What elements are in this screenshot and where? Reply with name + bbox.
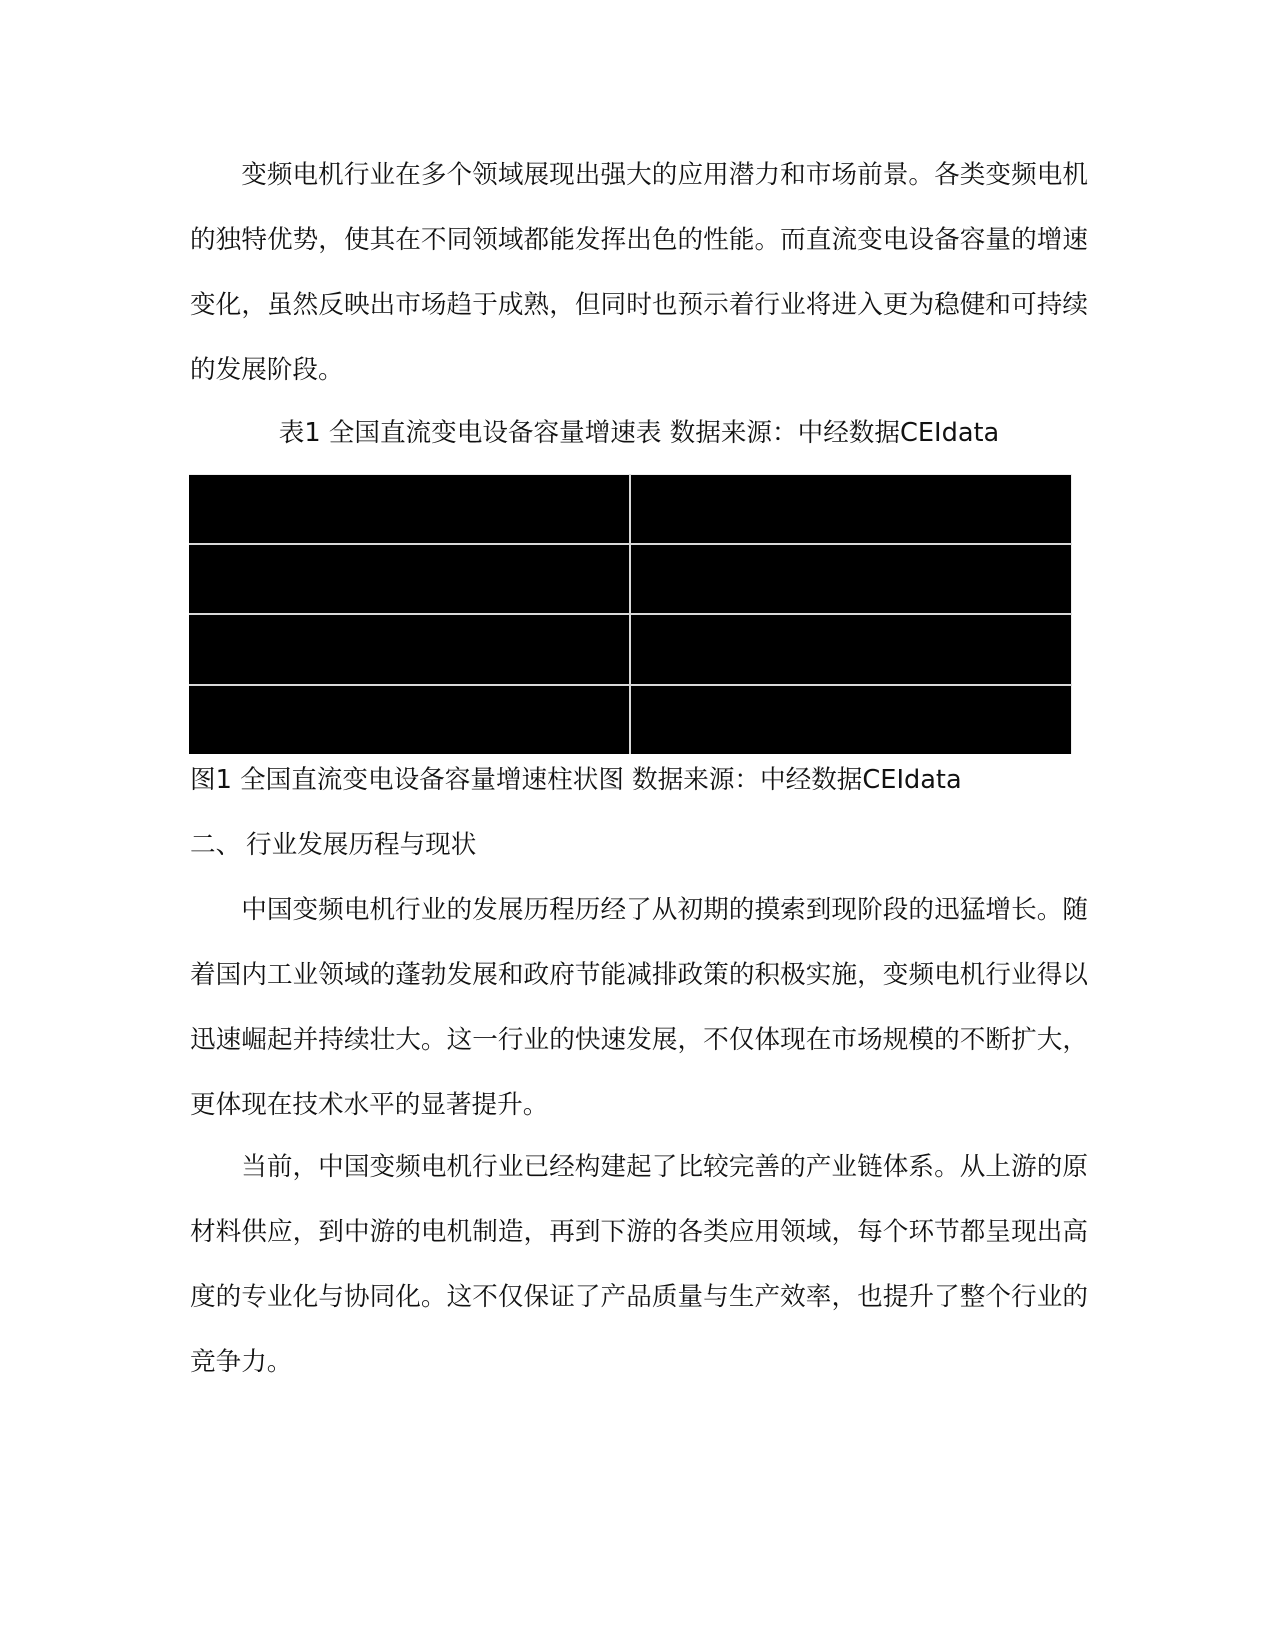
table-cell: [630, 685, 1072, 754]
table-cell: [630, 475, 1072, 545]
industry-chain-paragraph: 当前，中国变频电机行业已经构建起了比较完善的产业链体系。从上游的原材料供应，到中游的电机制造，再到下游的各类应用领域，每个环节都呈现出高度的专业化与协同化。这不仅保证了产品质量与生产效率，也提升了整个行业的竞争力。: [190, 1152, 1088, 1377]
table-row: [189, 544, 1072, 614]
history-paragraph: 中国变频电机行业的发展历程历经了从初期的摸索到现阶段的迅猛增长。随着国内工业领域的蓬勃发展和政府节能减排政策的积极实施，变频电机行业得以迅速崛起并持续壮大。这一行业的快速发展，不仅体现在市场规模的不断扩大，更体现在技术水平的显著提升。: [190, 895, 1088, 1120]
table-cell: [630, 614, 1072, 684]
section-number: 二、: [190, 830, 242, 860]
table-cell: [189, 475, 630, 545]
section-title: 行业发展历程与现状: [246, 830, 477, 860]
table-cell: [630, 544, 1072, 614]
table-row: [189, 685, 1072, 754]
table-caption: 表1 全国直流变电设备容量增速表 数据来源：中经数据CEIdata: [278, 418, 1000, 448]
table-row: [189, 475, 1072, 545]
data-table-redacted: [189, 474, 1072, 754]
table-cell: [189, 685, 630, 754]
table-cell: [189, 544, 630, 614]
figure-caption: 图1 全国直流变电设备容量增速柱状图 数据来源：中经数据CEIdata: [190, 765, 962, 795]
table-cell: [189, 614, 630, 684]
table-row: [189, 614, 1072, 684]
section-heading: [190, 825, 476, 865]
intro-paragraph: 变频电机行业在多个领域展现出强大的应用潜力和市场前景。各类变频电机的独特优势，使其在不同领域都能发挥出色的性能。而直流变电设备容量的增速变化，虽然反映出市场趋于成熟，但同时也预示着行业将进入更为稳健和可持续的发展阶段。: [190, 160, 1088, 385]
